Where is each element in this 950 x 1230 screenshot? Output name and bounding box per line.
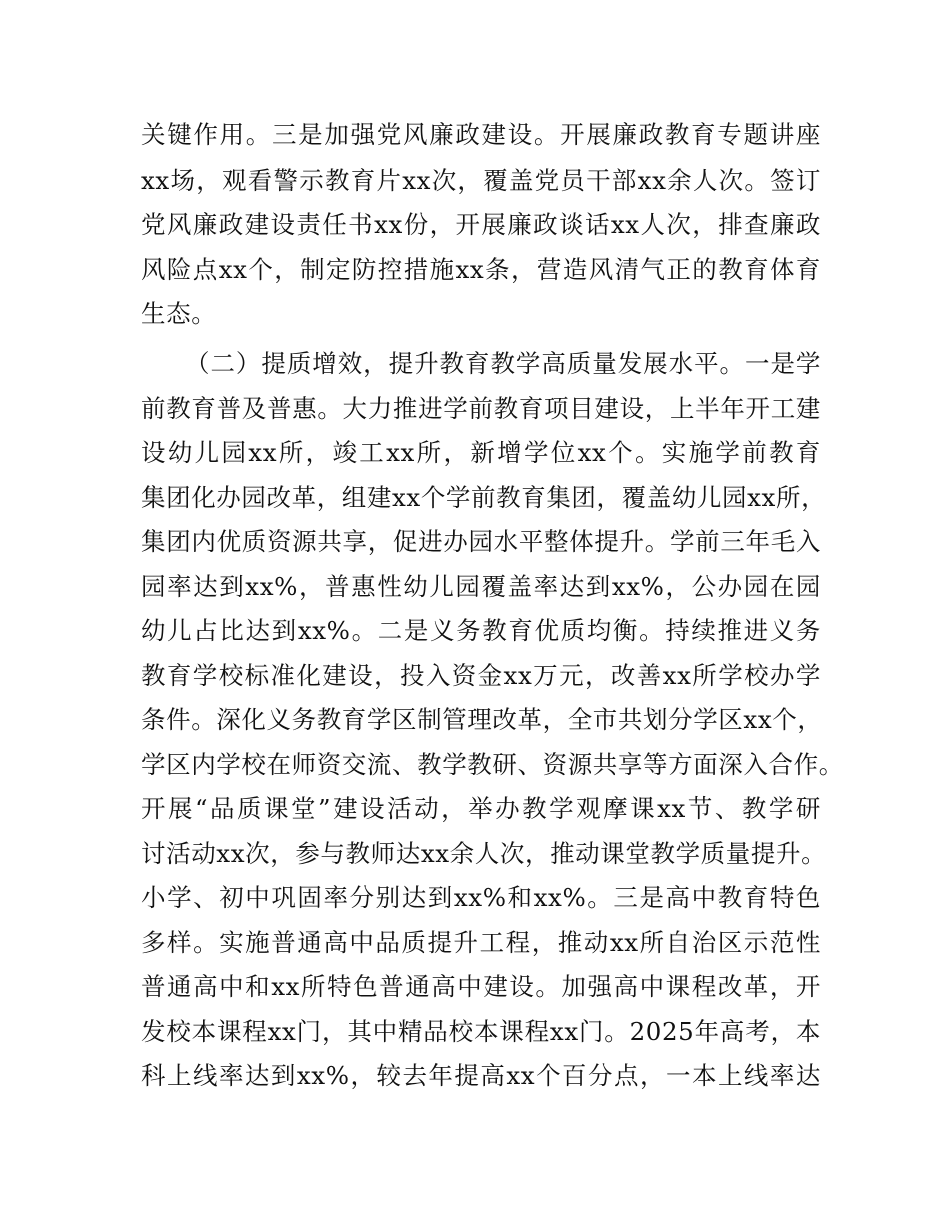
text-line: 学区内学校在师资交流、教学教研、资源共享等方面深入合作。 <box>141 750 844 779</box>
text-line: 生态。 <box>141 299 217 328</box>
text-line: 集团化办园改革，组建xx个学前教育集团，覆盖幼儿园xx所， <box>141 483 827 512</box>
text-line: 发校本课程xx门，其中精品校本课程xx门。2025年高考，本 <box>141 1017 821 1046</box>
text-line: 教育学校标准化建设，投入资金xx万元，改善xx所学校办学 <box>141 661 821 690</box>
text-line: 普通高中和xx所特色普通高中建设。加强高中课程改革，开 <box>141 972 821 1001</box>
section-heading-line: （二）提质增效，提升教育教学高质量发展水平。一是学 <box>185 349 821 378</box>
text-line: 科上线率达到xx%，较去年提高xx个百分点，一本上线率达 <box>141 1061 821 1090</box>
text-line: xx场，观看警示教育片xx次，覆盖党员干部xx余人次。签订 <box>141 166 821 195</box>
text-line: 集团内优质资源共享，促进办园水平整体提升。学前三年毛入 <box>141 527 821 556</box>
text-line: 设幼儿园xx所，竣工xx所，新增学位xx个。实施学前教育 <box>141 438 821 467</box>
text-line: 园率达到xx%，普惠性幼儿园覆盖率达到xx%，公办园在园 <box>141 572 821 601</box>
text-line: 多样。实施普通高中品质提升工程，推动xx所自治区示范性 <box>141 928 821 957</box>
text-line: 风险点xx个，制定防控措施xx条，营造风清气正的教育体育 <box>141 255 821 284</box>
text-line: 讨活动xx次，参与教师达xx余人次，推动课堂教学质量提升。 <box>141 839 827 868</box>
text-line: 前教育普及普惠。大力推进学前教育项目建设，上半年开工建 <box>141 394 821 423</box>
text-line: 关键作用。三是加强党风廉政建设。开展廉政教育专题讲座 <box>141 120 821 149</box>
text-line: 小学、初中巩固率分别达到xx%和xx%。三是高中教育特色 <box>141 883 821 912</box>
text-line: 开展“品质课堂”建设活动，举办教学观摩课xx节、教学研 <box>141 794 821 823</box>
text-line: 党风廉政建设责任书xx份，开展廉政谈话xx人次，排查廉政 <box>141 210 821 239</box>
text-line: 幼儿占比达到xx%。二是义务教育优质均衡。持续推进义务 <box>141 616 821 645</box>
text-line: 条件。深化义务教育学区制管理改革，全市共划分学区xx个， <box>141 705 823 734</box>
